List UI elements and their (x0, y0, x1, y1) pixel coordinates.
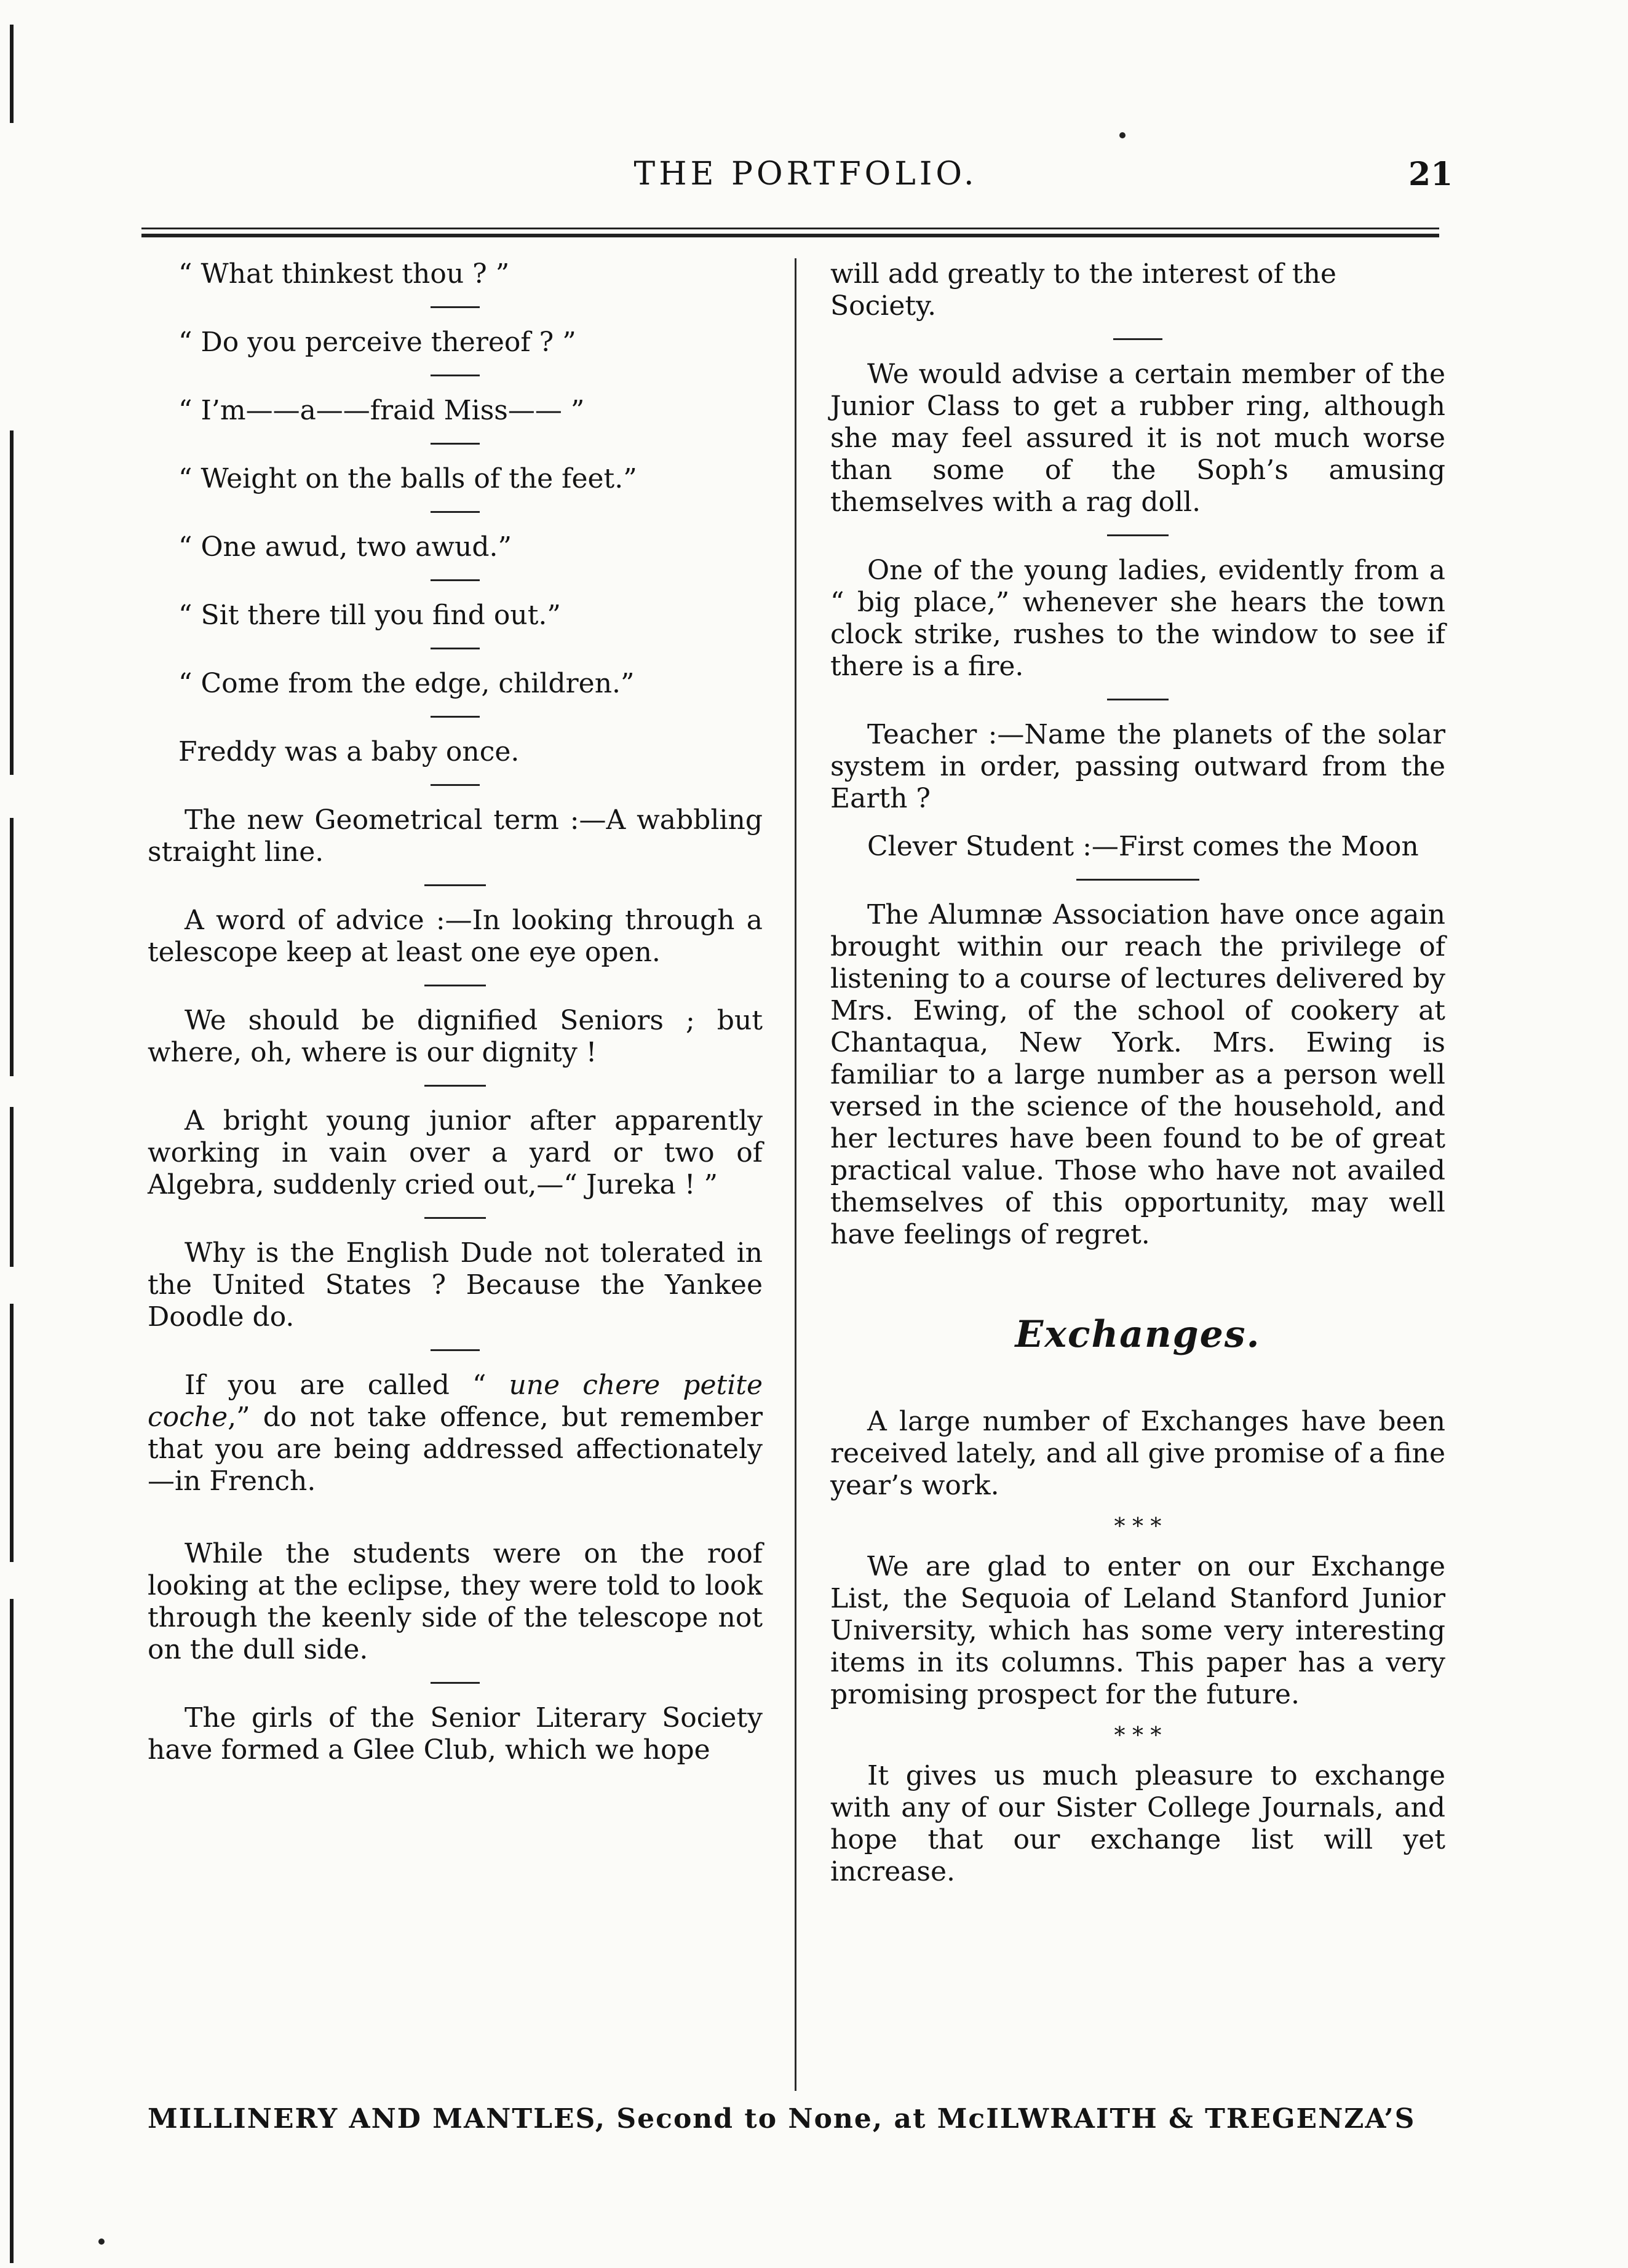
separator-rule (424, 985, 486, 986)
french-note (148, 1370, 763, 1497)
quote-item: “ Come from the edge, children.” (178, 668, 635, 699)
rubber-ring-note: We would advise a certain member of the Junior Class to get a rubber ring, although she may feel assured it is not much worse than some of the Soph’s amusing themselves with a rag doll. (830, 359, 1445, 518)
journal-title: THE PORTFOLIO. (633, 156, 978, 192)
advice-note: A word of advice :—In looking through a telescope keep at least one eye open. (148, 905, 763, 968)
glee-club-continued: will add greatly to the interest of the Society. (830, 258, 1336, 322)
eclipse-note: While the students were on the roof looking at the eclipse, they were told to look through the keenly side of the telescope not on the dull side. (148, 1538, 763, 1665)
page-number: 21 (1408, 156, 1453, 193)
separator-rule (424, 1085, 486, 1087)
alumnae-note: The Alumnæ Association have once again brought within our reach the privilege of listening to a course of lectures delivered by Mrs. Ewing, of the school of cookery at Chantaqua, New York. Mrs. Ewing is familiar to a large number as a person well versed in the science of the household, and her lectures have been found to be of great practical value. Those who have not availed themselves of this opportunity, may well have feelings of regret. (830, 899, 1445, 1250)
separator-rule (431, 306, 480, 308)
big-place-note: One of the young ladies, evidently from a “ big place,” whenever she hears the town clock strike, rushes to the window to see if there is a fire. (830, 555, 1445, 682)
ink-speck (98, 2238, 105, 2245)
page-header (0, 151, 1628, 206)
quote-item: “ I’m——a——fraid Miss—— ” (178, 395, 585, 426)
quote-item: “ One awud, two awud.” (178, 531, 512, 563)
quote-item: “ What thinkest thou ? ” (178, 258, 510, 290)
separator-rule (1076, 879, 1199, 881)
left-column (148, 258, 763, 1782)
separator-rule (424, 1217, 486, 1219)
separator-rule (431, 1682, 480, 1684)
exchanges-paragraph-1: A large number of Exchanges have been received lately, and all give promise of a fine year’s work. (830, 1406, 1445, 1501)
exchanges-heading: Exchanges. (1015, 1313, 1261, 1356)
french-phrase: une chere petite coche (148, 1370, 763, 1433)
asterism-divider: * * * (1114, 1514, 1162, 1539)
ink-speck (1119, 132, 1126, 138)
exchanges-paragraph-3: It gives us much pleasure to exchange with any of our Sister College Journals, and hope that our exchange list will yet increase. (830, 1760, 1445, 1887)
separator-rule (431, 1349, 480, 1351)
english-dude-note: Why is the English Dude not tolerated in the United States ? Because the Yankee Doodle do. (148, 1237, 763, 1333)
separator-rule (431, 716, 480, 718)
separator-rule (431, 648, 480, 649)
header-rule (141, 228, 1439, 242)
separator-rule (1113, 338, 1162, 340)
exchanges-paragraph-2: We are glad to enter on our Exchange List, the Sequoia of Leland Stanford Junior University, which has some very interesting items in its columns. This paper has a very promising prospect for the future. (830, 1551, 1445, 1710)
separator-rule (431, 443, 480, 445)
separator-rule (1107, 534, 1169, 536)
separator-rule (1107, 699, 1169, 700)
freddy-note: Freddy was a baby once. (178, 736, 520, 767)
french-note-end: ,” do not take offence, but remember that you are being addressed affectionately—in French. (148, 1402, 763, 1497)
footer-advertisement: MILLINERY AND MANTLES, Second to None, at McILWRAITH & TREGENZA’S (148, 2103, 1416, 2135)
geometrical-term-note: The new Geometrical term :—A wabbling straight line. (148, 804, 763, 868)
quote-item: “ Do you perceive thereof ? ” (178, 327, 576, 358)
separator-rule (431, 784, 480, 786)
separator-rule (431, 579, 480, 581)
junior-algebra-note: A bright young junior after apparently working in vain over a yard or two of Algebra, suddenly cried out,—“ Jureka ! ” (148, 1105, 763, 1200)
student-answer: Clever Student :—First comes the Moon (867, 831, 1419, 862)
page-binding-edge (6, 0, 18, 2268)
right-column (830, 258, 1445, 1904)
asterism-divider: * * * (1114, 1723, 1162, 1748)
separator-rule (424, 884, 486, 886)
seniors-note: We should be dignified Seniors ; but where, oh, where is our dignity ! (148, 1005, 763, 1068)
separator-rule (431, 511, 480, 513)
teacher-question: Teacher :—Name the planets of the solar system in order, passing outward from the Earth ? (830, 719, 1445, 814)
french-note-start: If you are called “ (185, 1370, 509, 1401)
separator-rule (431, 375, 480, 376)
quote-item: “ Sit there till you find out.” (178, 600, 561, 631)
quote-item: “ Weight on the balls of the feet.” (178, 463, 637, 494)
column-divider (795, 258, 796, 2091)
glee-club-note: The girls of the Senior Literary Society have formed a Glee Club, which we hope (148, 1702, 763, 1766)
